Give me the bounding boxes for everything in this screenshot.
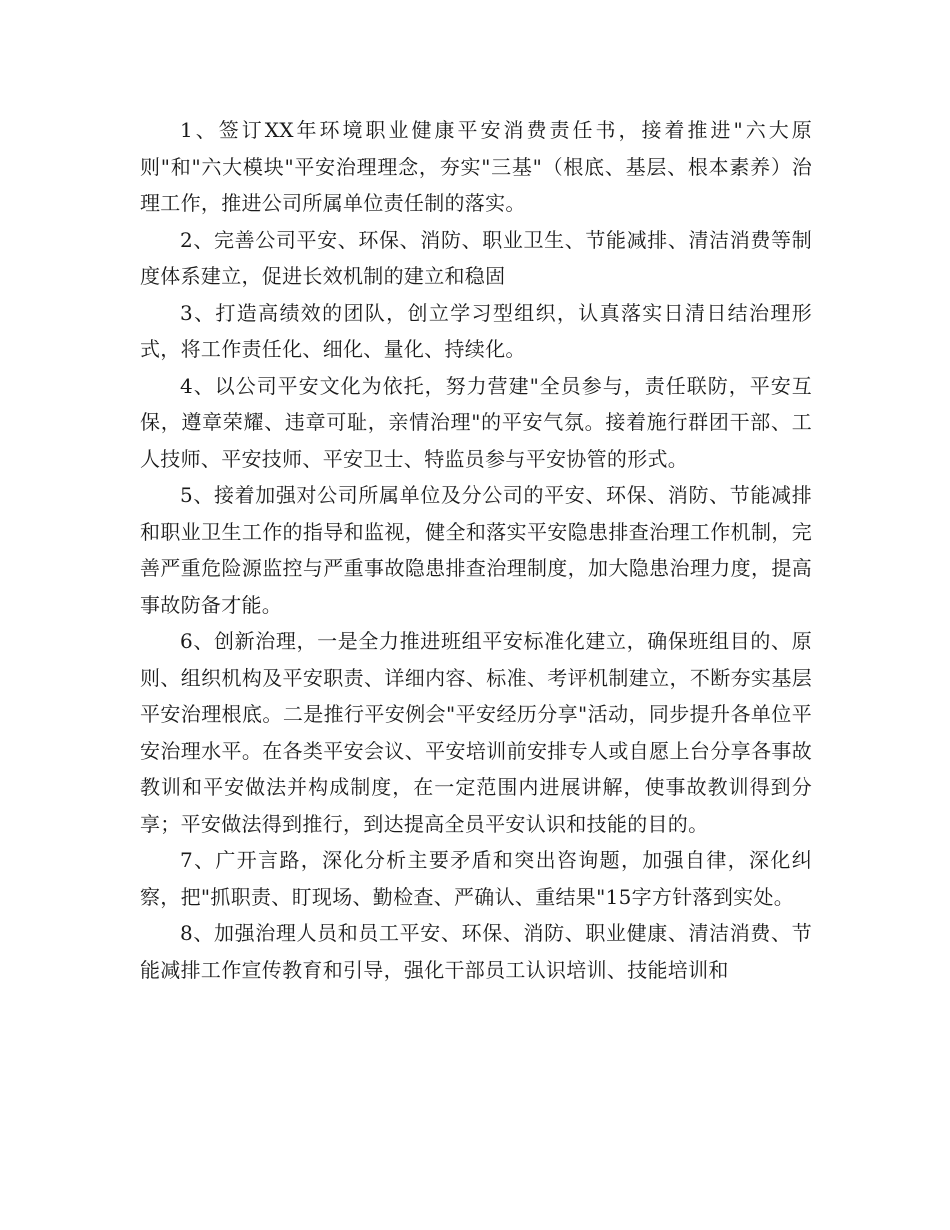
paragraph-1: 1、签订XX年环境职业健康平安消费责任书，接着推进"六大原则"和"六大模块"平安治理理念，夯实"三基"（根底、基层、根本素养）治理工作，推进公司所属单位责任制的落实。 <box>140 118 812 215</box>
paragraph-5: 5、接着加强对公司所属单位及分公司的平安、环保、消防、节能减排和职业卫生工作的指导和监视，健全和落实平安隐患排查治理工作机制，完善严重危险源监控与严重事故隐患排查治理制度，加大隐患治理力度，提高事故防备才能。 <box>140 483 812 617</box>
paragraph-7: 7、广开言路，深化分析主要矛盾和突出咨询题，加强自律，深化纠察，把"抓职责、盯现场、勤检查、严确认、重结果"15字方针落到实处。 <box>140 848 812 909</box>
document-body <box>140 112 812 988</box>
paragraph-2: 2、完善公司平安、环保、消防、职业卫生、节能减排、清洁消费等制度体系建立，促进长效机制的建立和稳固 <box>140 227 812 288</box>
paragraph-4: 4、以公司平安文化为依托，努力营建"全员参与，责任联防，平安互保，遵章荣耀、违章可耻，亲情治理"的平安气氛。接着施行群团干部、工人技师、平安技师、平安卫士、特监员参与平安协管的形式。 <box>140 373 812 471</box>
paragraph-3: 3、打造高绩效的团队，创立学习型组织，认真落实日清日结治理形式，将工作责任化、细化、量化、持续化。 <box>140 300 812 361</box>
paragraph-8: 8、加强治理人员和员工平安、环保、消防、职业健康、清洁消费、节能减排工作宣传教育和引导，强化干部员工认识培训、技能培训和 <box>140 921 812 982</box>
paragraph-6: 6、创新治理，一是全力推进班组平安标准化建立，确保班组目的、原则、组织机构及平安职责、详细内容、标准、考评机制建立，不断夯实基层平安治理根底。二是推行平安例会"平安经历分享"活动，同步提升各单位平安治理水平。在各类平安会议、平安培训前安排专人或自愿上台分享各事故教训和平安做法并构成制度，在一定范围内进展讲解，使事故教训得到分享；平安做法得到推行，到达提高全员平安认识和技能的目的。 <box>140 629 812 836</box>
